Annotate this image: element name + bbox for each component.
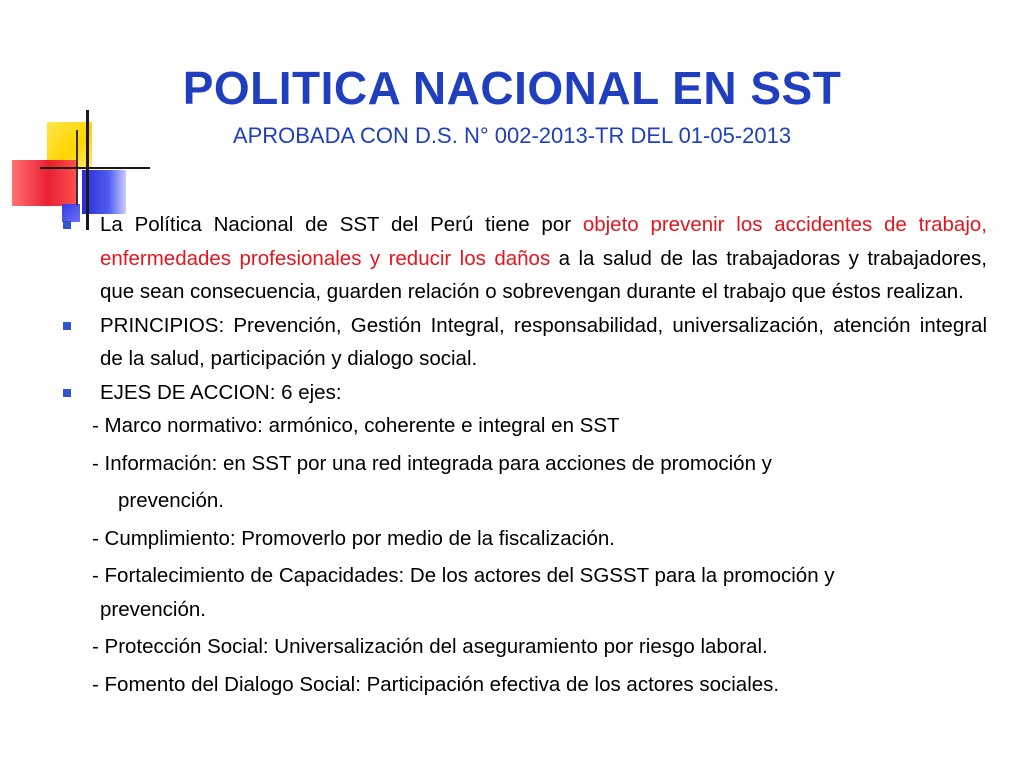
axis-item-4-line-2: prevención. (100, 597, 206, 621)
bullet-icon (63, 322, 71, 330)
axis-item-6: - Fomento del Dialogo Social: Participación efectiva de los actores sociales. (92, 672, 780, 696)
objective-text-end: a la salud de las trabajadoras y trabajadores, que sean consecuencia, guarden relación o sobrevengan durante el trabajo que éstos realizan. (100, 246, 987, 303)
bullet-icon (63, 221, 71, 229)
objective-text-start: La Política Nacional de SST del Perú tiene por (100, 213, 583, 236)
bullet-axes (62, 376, 987, 410)
slide-subtitle: APROBADA CON D.S. N° 002-2013-TR DEL 01-05-2013 (232, 123, 792, 148)
axis-item-2-line-1: - Información: en SST por una red integrada para acciones de promoción y (92, 451, 772, 475)
axis-item-5: - Protección Social: Universalización del aseguramiento por riesgo laboral. (92, 635, 768, 658)
bullet-objective (62, 208, 987, 309)
principles-text: PRINCIPIOS: Prevención, Gestión Integral, responsabilidad, universalización, atención integral de la salud, participación y dialogo social. (100, 313, 987, 370)
slide-body (62, 208, 987, 701)
objective-highlight: objeto prevenir los accidentes de trabajo, enfermedades profesionales y reducir los daños (100, 213, 987, 270)
axis-item-4-line-1: - Fortalecimiento de Capacidades: De los actores del SGSST para la promoción y (92, 564, 835, 587)
axis-item-2-line-2: prevención. (118, 489, 224, 512)
slide-title: POLITICA NACIONAL EN SST (182, 62, 842, 114)
axis-item-1: - Marco normativo: armónico, coherente e integral en SST (92, 414, 620, 437)
axis-item-3: - Cumplimiento: Promoverlo por medio de la fiscalización. (92, 526, 615, 550)
bullet-principles (62, 309, 987, 376)
decorative-squares-graphic (0, 0, 150, 240)
axes-heading: EJES DE ACCION: 6 ejes: (100, 380, 342, 404)
horizontal-line (40, 167, 150, 169)
bullet-icon (63, 389, 71, 397)
